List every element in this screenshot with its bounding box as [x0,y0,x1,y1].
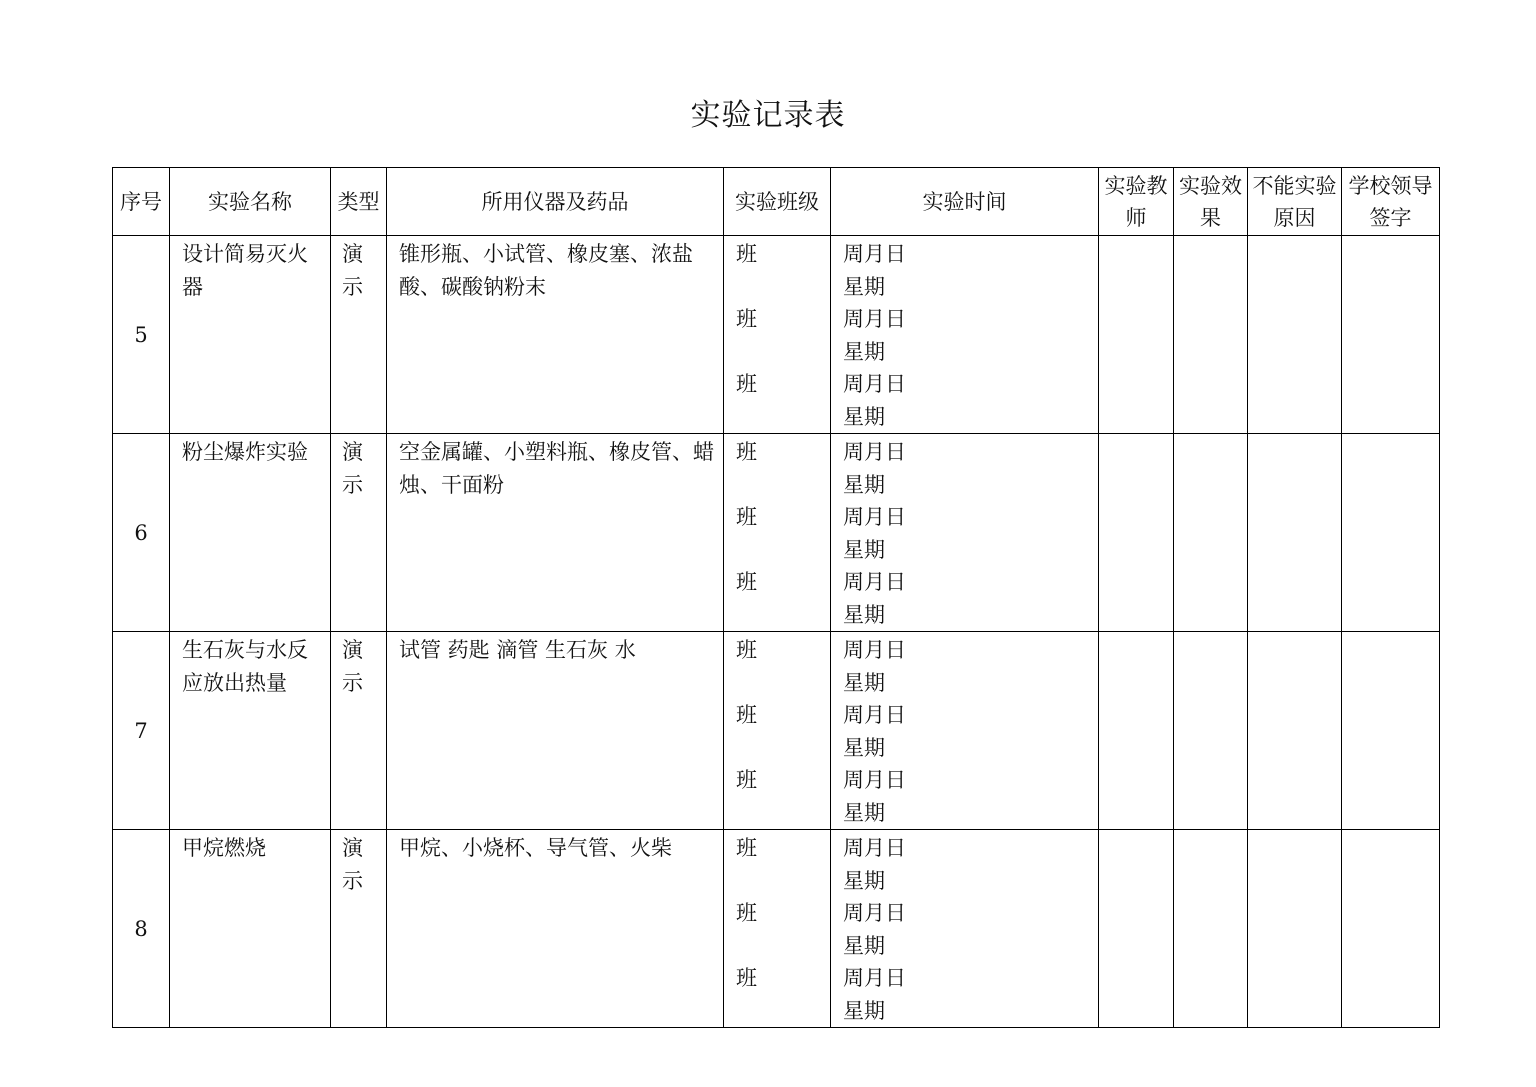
effect-cell[interactable] [1174,830,1248,1028]
equipment-cell: 甲烷、小烧杯、导气管、火柴 [387,830,724,1028]
time-weekday-label: 星期 [843,274,885,299]
class-cell [724,632,831,830]
time-weekday-label: 星期 [843,800,885,825]
time-weekday-label: 星期 [843,404,885,429]
time-weekday-label: 星期 [843,339,885,364]
experiment-name-cell: 生石灰与水反应放出热量 [170,632,331,830]
header-effect: 实验效果 [1174,168,1248,236]
time-cell [831,434,1099,632]
class-label: 班 [736,768,757,792]
header-name: 实验名称 [170,168,331,236]
signature-cell[interactable] [1342,236,1440,434]
class-label: 班 [736,638,757,662]
class-cell [724,434,831,632]
table-row [113,632,1440,830]
type-cell: 演示 [331,434,387,632]
time-date-label: 周月日 [843,505,906,529]
header-signature: 学校领导签字 [1342,168,1440,236]
time-weekday-label: 星期 [843,537,885,562]
time-date-label: 周月日 [843,966,906,990]
header-seq: 序号 [113,168,170,236]
reason-cell[interactable] [1248,830,1342,1028]
type-cell: 演示 [331,236,387,434]
experiment-name-cell: 粉尘爆炸实验 [170,434,331,632]
time-date-label: 周月日 [843,638,906,662]
time-weekday-label: 星期 [843,735,885,760]
table-row [113,434,1440,632]
time-date-label: 周月日 [843,703,906,727]
seq-cell: 8 [113,830,170,1028]
header-reason: 不能实验原因 [1248,168,1342,236]
header-type: 类型 [331,168,387,236]
time-weekday-label: 星期 [843,472,885,497]
time-date-label: 周月日 [843,768,906,792]
time-date-label: 周月日 [843,307,906,331]
header-time: 实验时间 [831,168,1099,236]
time-date-label: 周月日 [843,440,906,464]
equipment-cell: 空金属罐、小塑料瓶、橡皮管、蜡烛、干面粉 [387,434,724,632]
seq-cell: 5 [113,236,170,434]
time-cell [831,830,1099,1028]
time-weekday-label: 星期 [843,933,885,958]
time-date-label: 周月日 [843,836,906,860]
reason-cell[interactable] [1248,434,1342,632]
effect-cell[interactable] [1174,632,1248,830]
time-date-label: 周月日 [843,901,906,925]
reason-cell[interactable] [1248,632,1342,830]
teacher-cell[interactable] [1099,434,1174,632]
table-row [113,830,1440,1028]
teacher-cell[interactable] [1099,830,1174,1028]
class-label: 班 [736,703,757,727]
page-title: 实验记录表 [690,98,846,133]
table-row [113,236,1440,434]
signature-cell[interactable] [1342,434,1440,632]
experiment-name-cell: 甲烷燃烧 [170,830,331,1028]
time-weekday-label: 星期 [843,998,885,1023]
time-date-label: 周月日 [843,242,906,266]
class-cell [724,830,831,1028]
class-label: 班 [736,966,757,990]
type-cell: 演示 [331,632,387,830]
time-cell [831,632,1099,830]
teacher-cell[interactable] [1099,236,1174,434]
time-date-label: 周月日 [843,570,906,594]
time-weekday-label: 星期 [843,670,885,695]
experiment-name-cell: 设计简易灭火器 [170,236,331,434]
seq-cell: 6 [113,434,170,632]
signature-cell[interactable] [1342,830,1440,1028]
header-class: 实验班级 [724,168,831,236]
seq-cell: 7 [113,632,170,830]
header-teacher: 实验教师 [1099,168,1174,236]
time-weekday-label: 星期 [843,602,885,627]
effect-cell[interactable] [1174,236,1248,434]
signature-cell[interactable] [1342,632,1440,830]
class-label: 班 [736,242,757,266]
header-equipment: 所用仪器及药品 [387,168,724,236]
time-weekday-label: 星期 [843,868,885,893]
class-label: 班 [736,505,757,529]
teacher-cell[interactable] [1099,632,1174,830]
class-label: 班 [736,307,757,331]
class-label: 班 [736,440,757,464]
class-label: 班 [736,836,757,860]
time-date-label: 周月日 [843,372,906,396]
record-table [112,167,1440,1028]
class-label: 班 [736,372,757,396]
class-label: 班 [736,901,757,925]
reason-cell[interactable] [1248,236,1342,434]
effect-cell[interactable] [1174,434,1248,632]
header-row [113,168,1440,236]
class-cell [724,236,831,434]
time-cell [831,236,1099,434]
type-cell: 演示 [331,830,387,1028]
class-label: 班 [736,570,757,594]
equipment-cell: 试管 药匙 滴管 生石灰 水 [387,632,724,830]
equipment-cell: 锥形瓶、小试管、橡皮塞、浓盐酸、碳酸钠粉末 [387,236,724,434]
